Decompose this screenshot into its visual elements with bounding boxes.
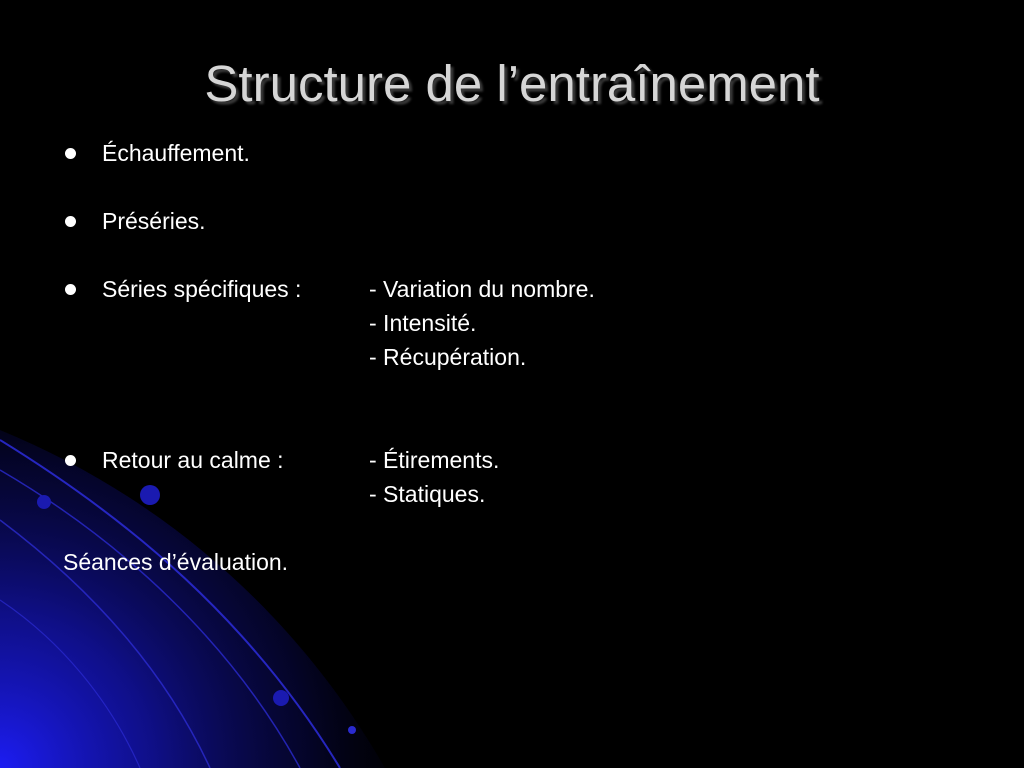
detail-line: - Intensité. [369,310,477,336]
bullet-icon [65,284,76,295]
bullet-icon [65,216,76,227]
detail-line: - Étirements. [369,447,500,473]
bullet-item-series-specifiques: Séries spécifiques : [102,276,302,302]
slide-title: Structure de l’entraînement [204,55,820,112]
detail-line: - Variation du nombre. [369,276,595,302]
bullet-icon [65,455,76,466]
bullet-item-echauffement: Échauffement. [102,140,250,166]
bullet-item-preseries: Préséries. [102,208,206,234]
detail-line: - Récupération. [369,344,527,370]
bullet-item-retour-au-calme: Retour au calme : [102,447,284,473]
bullet-icon [65,148,76,159]
seances-evaluation-text: Séances d’évaluation. [63,549,289,575]
detail-line: - Statiques. [369,481,486,507]
